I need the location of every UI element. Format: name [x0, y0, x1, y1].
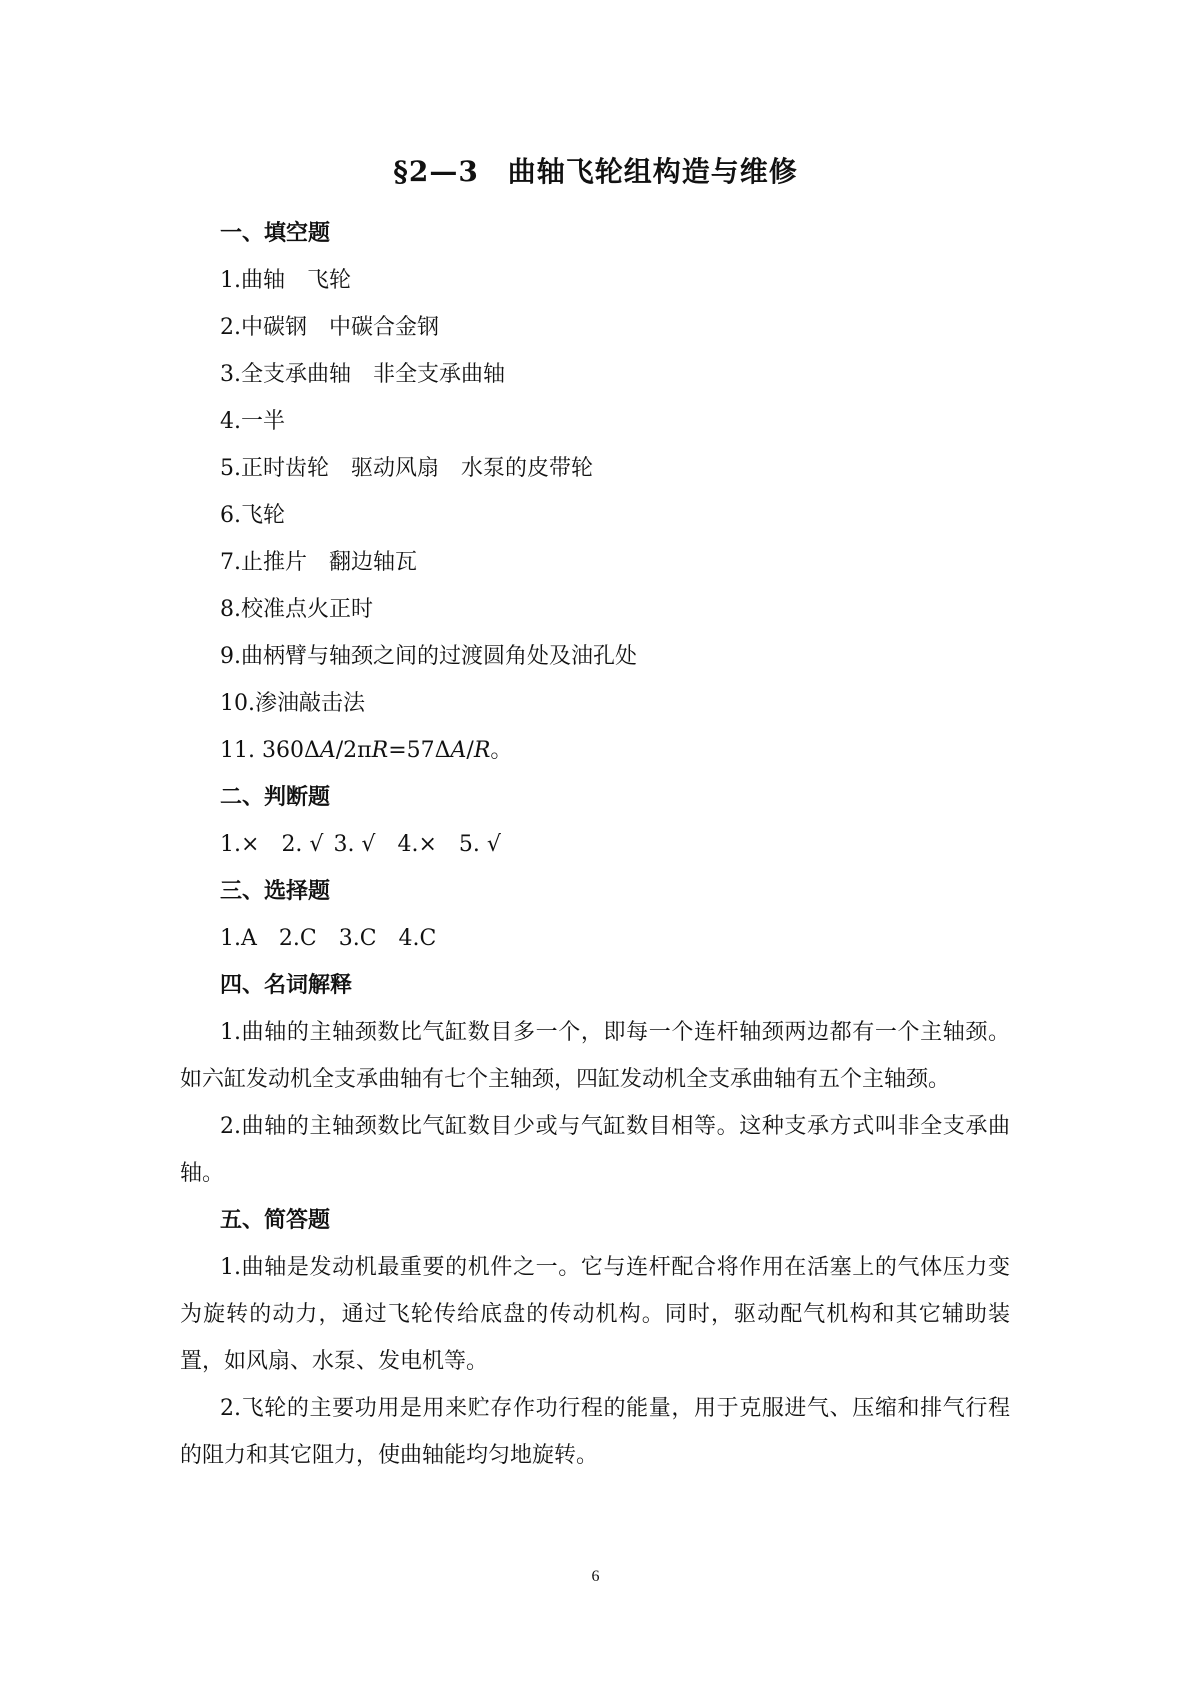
- fill-blank-item: 7.止推片 翻边轴瓦: [220, 550, 417, 575]
- content-body: [180, 210, 1010, 1479]
- choice-answer: 1.A: [220, 926, 257, 951]
- choice-answer: 2.C: [278, 926, 317, 951]
- section-heading-fill-blank: 一、填空题: [220, 221, 331, 246]
- formula-part: 11. 360Δ: [220, 738, 320, 763]
- section-heading-terms: 四、名词解释: [220, 973, 353, 998]
- multiple-choice-answers: [180, 915, 1010, 962]
- section-heading-multiple-choice: 三、选择题: [220, 879, 331, 904]
- formula-part: =57Δ: [388, 738, 451, 763]
- formula-part: /2π: [335, 738, 372, 763]
- fill-blank-item: 10.渗油敲击法: [220, 691, 365, 716]
- page-title: §2—3 曲轴飞轮组构造与维修: [393, 155, 798, 188]
- fill-blank-item: 8.校准点火正时: [220, 597, 373, 622]
- true-false-answer: 2. √: [281, 832, 324, 857]
- fill-blank-item: 5.正时齿轮 驱动风扇 水泵的皮带轮: [220, 456, 593, 481]
- formula-part: 。: [490, 738, 513, 763]
- fill-blank-item: 6.飞轮: [220, 503, 285, 528]
- page-number: 6: [591, 1568, 600, 1585]
- fill-blank-item: 4.一半: [220, 409, 285, 434]
- fill-blank-item: 1.曲轴 飞轮: [220, 268, 351, 293]
- formula-part: /: [466, 738, 474, 763]
- true-false-answer: 1.×: [220, 832, 260, 857]
- formula-variable: R: [371, 738, 389, 763]
- term-definition-paragraph: 1.曲轴的主轴颈数比气缸数目多一个，即每一个连杆轴颈两边都有一个主轴颈。如六缸发动机全支承曲轴有七个主轴颈，四缸发动机全支承曲轴有五个主轴颈。: [180, 1020, 1010, 1092]
- formula-variable: R: [473, 738, 491, 763]
- short-answer-paragraph: 2.飞轮的主要功用是用来贮存作功行程的能量，用于克服进气、压缩和排气行程的阻力和其它阻力，使曲轴能均匀地旋转。: [180, 1396, 1010, 1468]
- fill-blank-item: 2.中碳钢 中碳合金钢: [220, 315, 439, 340]
- fill-blank-formula-item: [180, 727, 1010, 774]
- section-heading-true-false: 二、判断题: [220, 785, 331, 810]
- true-false-answers: [180, 821, 1010, 868]
- true-false-answer: 5. √: [458, 832, 501, 857]
- fill-blank-item: 9.曲柄臂与轴颈之间的过渡圆角处及油孔处: [220, 644, 637, 669]
- short-answer-paragraph: 1.曲轴是发动机最重要的机件之一。它与连杆配合将作用在活塞上的气体压力变为旋转的动力，通过飞轮传给底盘的传动机构。同时，驱动配气机构和其它辅助装置，如风扇、水泵、发电机等。: [180, 1255, 1010, 1374]
- fill-blank-item: 3.全支承曲轴 非全支承曲轴: [220, 362, 505, 387]
- choice-answer: 4.C: [398, 926, 437, 951]
- term-definition-paragraph: 2.曲轴的主轴颈数比气缸数目少或与气缸数目相等。这种支承方式叫非全支承曲轴。: [180, 1114, 1010, 1186]
- section-heading-short-answer: 五、简答题: [220, 1208, 331, 1233]
- choice-answer: 3.C: [338, 926, 377, 951]
- formula-variable: A: [319, 738, 336, 763]
- true-false-answer: 3. √: [333, 832, 376, 857]
- true-false-answer: 4.×: [397, 832, 437, 857]
- formula-variable: A: [450, 738, 467, 763]
